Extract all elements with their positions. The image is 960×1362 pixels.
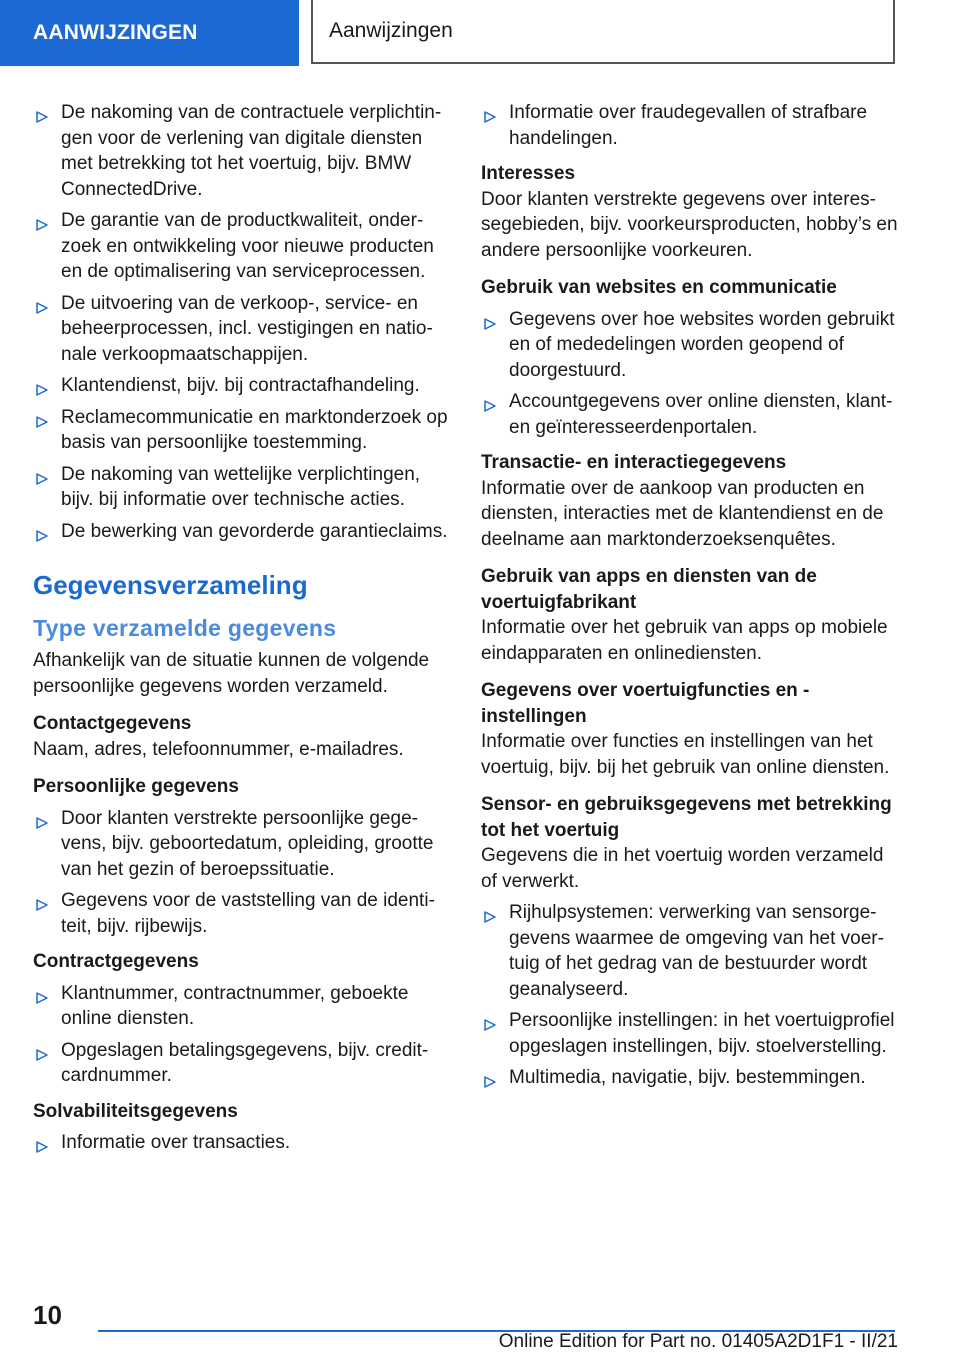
- list-item-text: De nakoming van wettelijke verplichtingen, bijv. bij informatie over technische acties.: [61, 463, 421, 510]
- section-heading: Gegevensverzameling: [33, 570, 308, 600]
- list-item: [481, 389, 901, 440]
- sensor-text: Gegevens die in het voertuig worden verzameld of verwerkt.: [481, 845, 884, 892]
- list-item: [481, 1008, 901, 1059]
- transaction-heading: Transactie- en interactiegegevens: [481, 452, 787, 473]
- triangle-bullet-icon: [35, 812, 49, 826]
- list-item: [481, 1065, 901, 1091]
- triangle-bullet-icon: [35, 106, 49, 120]
- contract-bullet-list: [33, 981, 453, 1089]
- left-column: [33, 100, 453, 1166]
- solvency-bullet-list: [33, 1130, 453, 1156]
- list-item-text: Gegevens over hoe websites worden gebruikt en of mededelingen worden geopend of doorgestuurd.: [509, 308, 895, 381]
- footer-edition: Online Edition for Part no. 01405A2D1F1 - II/21: [498, 1331, 898, 1352]
- vehicle-text: Informatie over functies en instellingen van het voertuig, bijv. bij het gebruik van online diensten.: [481, 731, 890, 778]
- triangle-bullet-icon: [483, 1071, 497, 1085]
- right-column: [481, 100, 901, 1101]
- list-item: [33, 291, 453, 368]
- solvency-heading: Solvabiliteitsgegevens: [33, 1100, 238, 1122]
- contact-text: Naam, adres, telefoonnummer, e-mailadres.: [33, 738, 404, 760]
- triangle-bullet-icon: [483, 395, 497, 409]
- list-item: [33, 888, 453, 939]
- triangle-bullet-icon: [35, 894, 49, 908]
- list-item: [33, 981, 453, 1032]
- list-item-text: De nakoming van de contractuele verplichtingen voor de verlening van digitale diensten met betrekking tot het voertuig, bijv. BMW ConnectedDrive.: [61, 102, 442, 200]
- list-item: [33, 405, 453, 456]
- websites-bullet-list: [481, 307, 901, 441]
- triangle-bullet-icon: [35, 1136, 49, 1150]
- personal-bullet-list: [33, 806, 453, 940]
- apps-text: Informatie over het gebruik van apps op mobiele eindapparaten en onlinediensten.: [481, 617, 888, 664]
- list-item: [33, 1038, 453, 1089]
- vehicle-heading: Gegevens over voertuigfuncties en -instellingen: [481, 680, 810, 727]
- triangle-bullet-icon: [35, 987, 49, 1001]
- list-item-text: De uitvoering van de verkoop-, service- en beheerprocessen, incl. vestigingen en nationale verkoopmaatschappijen.: [61, 292, 433, 365]
- triangle-bullet-icon: [483, 313, 497, 327]
- list-item: [33, 373, 453, 399]
- section-tab-label: AANWIJZINGEN: [33, 21, 198, 44]
- list-item-text: Accountgegevens over online diensten, klant- en geïnteresseerdenportalen.: [509, 391, 893, 438]
- apps-heading: Gebruik van apps en diensten van de voertuigfabrikant: [481, 566, 817, 613]
- list-item: [33, 1130, 453, 1156]
- list-item: [33, 806, 453, 883]
- contract-heading: Contractgegevens: [33, 951, 199, 972]
- triangle-bullet-icon: [35, 1044, 49, 1058]
- websites-heading: Gebruik van websites en communicatie: [481, 277, 837, 298]
- sensor-heading: Sensor- en gebruiksgegevens met betrekking tot het voertuig: [481, 794, 892, 841]
- page-header-title: Aanwijzingen: [329, 19, 453, 42]
- list-item-text: Gegevens voor de vaststelling van de identiteit, bijv. rijbewijs.: [61, 890, 435, 937]
- page-header: [311, 0, 895, 64]
- contact-heading: Contactgegevens: [33, 713, 192, 734]
- bullet-list: [481, 100, 901, 151]
- list-item-text: De bewerking van gevorderde garantieclaims.: [61, 520, 448, 542]
- list-item: [481, 307, 901, 384]
- section-tab[interactable]: [0, 0, 299, 66]
- personal-heading: Persoonlijke gegevens: [33, 776, 239, 797]
- triangle-bullet-icon: [35, 214, 49, 228]
- list-item-text: Reclamecommunicatie en marktonderzoek op basis van persoonlijke toestemming.: [61, 406, 448, 453]
- list-item-text: Informatie over transacties.: [61, 1132, 291, 1153]
- list-item-text: Klantendienst, bijv. bij contractafhandeling.: [61, 375, 420, 396]
- bullet-list: [33, 100, 453, 544]
- list-item-text: De garantie van de productkwaliteit, onderzoek en ontwikkeling voor nieuwe producten en de optimalisering van serviceprocessen.: [61, 210, 434, 282]
- page-number: 10: [33, 1300, 62, 1330]
- list-item: [33, 519, 453, 545]
- transaction-text: Informatie over de aankoop van producten en diensten, interacties met de klantendienst en de deelname aan marktonderzoeksenquêtes.: [481, 477, 884, 550]
- list-item: [33, 100, 453, 202]
- list-item-text: Klantnummer, contractnummer, geboekte online diensten.: [61, 982, 409, 1029]
- list-item: [33, 462, 453, 513]
- triangle-bullet-icon: [35, 297, 49, 311]
- subsection-heading: Type verzamelde gegevens: [33, 615, 337, 641]
- list-item-text: Persoonlijke instellingen: in het voertuigprofiel opgeslagen instellingen, bijv. stoelverstelling.: [509, 1010, 895, 1057]
- list-item: [481, 100, 901, 151]
- interests-heading: Interesses: [481, 163, 576, 184]
- triangle-bullet-icon: [35, 379, 49, 393]
- triangle-bullet-icon: [483, 906, 497, 920]
- triangle-bullet-icon: [35, 525, 49, 539]
- list-item-text: Opgeslagen betalingsgegevens, bijv. creditcardnummer.: [61, 1039, 429, 1086]
- list-item-text: Door klanten verstrekte persoonlijke gegevens, bijv. geboortedatum, opleiding, grootte van het gezin of beroepssituatie.: [61, 807, 434, 880]
- triangle-bullet-icon: [483, 1014, 497, 1028]
- intro-paragraph: Afhankelijk van de situatie kunnen de volgende persoonlijke gegevens worden verzameld.: [33, 650, 430, 697]
- list-item-text: Rijhulpsystemen: verwerking van sensorgegevens waarmee de omgeving van het voertuig of het gedrag van de bestuurder wordt geanalyseerd.: [509, 902, 884, 1000]
- list-item: [481, 900, 901, 1002]
- interests-text: Door klanten verstrekte gegevens over interessegebieden, bijv. voorkeursproducten, hobby’s en andere persoonlijke voorkeuren.: [481, 188, 898, 261]
- list-item: [33, 208, 453, 285]
- triangle-bullet-icon: [35, 411, 49, 425]
- list-item-text: Informatie over fraudegevallen of strafbare handelingen.: [509, 102, 868, 149]
- list-item-text: Multimedia, navigatie, bijv. bestemmingen.: [509, 1067, 866, 1088]
- sensor-bullet-list: [481, 900, 901, 1091]
- triangle-bullet-icon: [483, 106, 497, 120]
- triangle-bullet-icon: [35, 468, 49, 482]
